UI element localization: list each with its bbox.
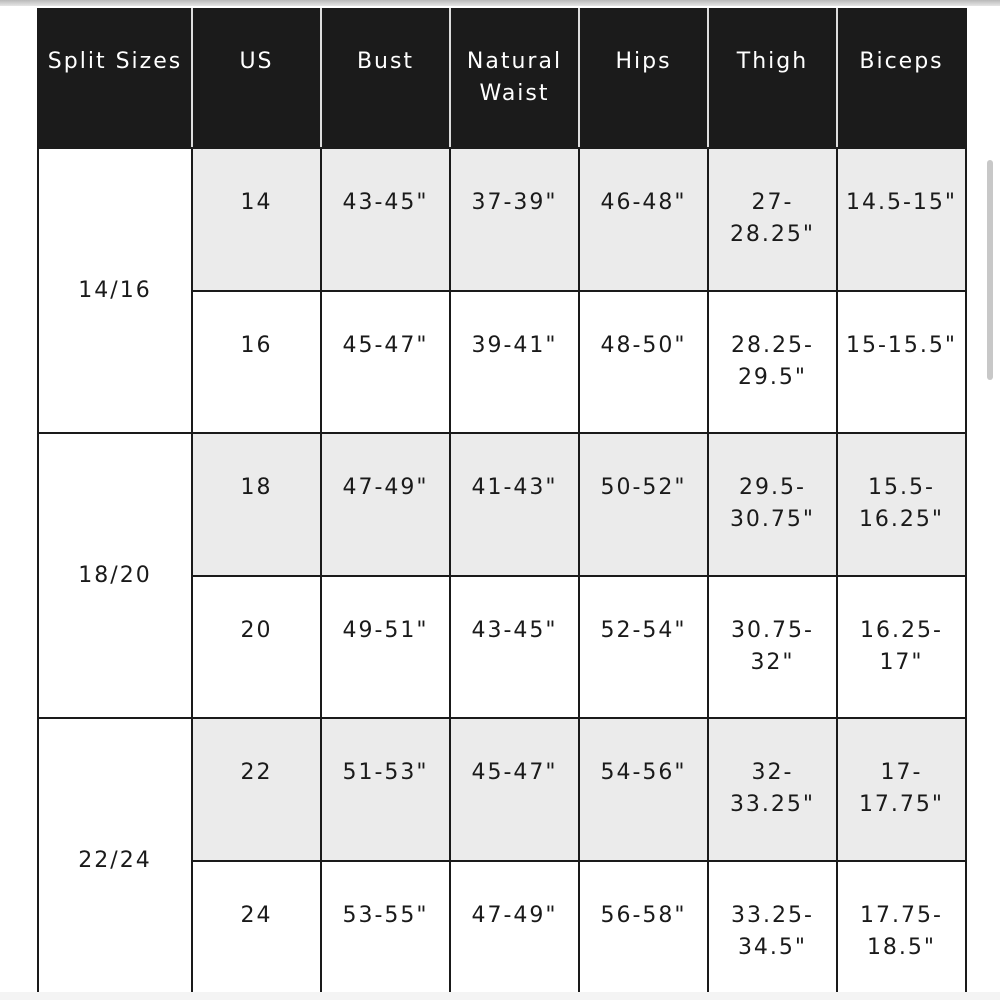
cell-us: 24 (192, 861, 321, 1000)
header-hips: Hips (579, 9, 708, 148)
table-row (38, 718, 966, 861)
header-natural-waist: Natural Waist (450, 9, 579, 148)
cell-biceps: 17.75- 18.5" (837, 861, 966, 1000)
cell-bust: 51-53" (321, 718, 450, 861)
cell-bust: 43-45" (321, 148, 450, 291)
cell-us: 16 (192, 291, 321, 434)
size-chart-table (37, 8, 967, 1000)
cell-thigh: 30.75- 32" (708, 576, 837, 719)
split-size-cell: 14/16 (38, 148, 192, 433)
header-row (38, 9, 966, 148)
cell-hips: 56-58" (579, 861, 708, 1000)
cell-hips: 46-48" (579, 148, 708, 291)
cell-biceps: 15.5- 16.25" (837, 433, 966, 576)
cell-thigh: 29.5- 30.75" (708, 433, 837, 576)
cell-hips: 52-54" (579, 576, 708, 719)
header-thigh: Thigh (708, 9, 837, 148)
cell-thigh: 32- 33.25" (708, 718, 837, 861)
cell-thigh: 28.25- 29.5" (708, 291, 837, 434)
cell-natural-waist: 43-45" (450, 576, 579, 719)
cell-thigh: 33.25- 34.5" (708, 861, 837, 1000)
cell-bust: 53-55" (321, 861, 450, 1000)
cell-natural-waist: 45-47" (450, 718, 579, 861)
cell-bust: 47-49" (321, 433, 450, 576)
scrollbar[interactable] (987, 160, 993, 380)
header-us: US (192, 9, 321, 148)
header-bust: Bust (321, 9, 450, 148)
cell-bust: 45-47" (321, 291, 450, 434)
cell-natural-waist: 37-39" (450, 148, 579, 291)
cell-biceps: 15-15.5" (837, 291, 966, 434)
header-split-sizes: Split Sizes (38, 9, 192, 148)
cell-bust: 49-51" (321, 576, 450, 719)
cell-biceps: 17- 17.75" (837, 718, 966, 861)
cell-biceps: 16.25- 17" (837, 576, 966, 719)
cell-hips: 54-56" (579, 718, 708, 861)
bottom-edge (0, 992, 1000, 1000)
cell-natural-waist: 47-49" (450, 861, 579, 1000)
cell-hips: 48-50" (579, 291, 708, 434)
top-edge (0, 0, 1000, 6)
cell-hips: 50-52" (579, 433, 708, 576)
cell-natural-waist: 41-43" (450, 433, 579, 576)
split-size-cell: 18/20 (38, 433, 192, 718)
cell-us: 14 (192, 148, 321, 291)
cell-natural-waist: 39-41" (450, 291, 579, 434)
cell-thigh: 27- 28.25" (708, 148, 837, 291)
header-biceps: Biceps (837, 9, 966, 148)
table-row (38, 433, 966, 576)
cell-us: 22 (192, 718, 321, 861)
cell-biceps: 14.5-15" (837, 148, 966, 291)
cell-us: 20 (192, 576, 321, 719)
split-size-cell: 22/24 (38, 718, 192, 1000)
cell-us: 18 (192, 433, 321, 576)
table-row (38, 148, 966, 291)
size-chart-body (38, 148, 966, 1000)
